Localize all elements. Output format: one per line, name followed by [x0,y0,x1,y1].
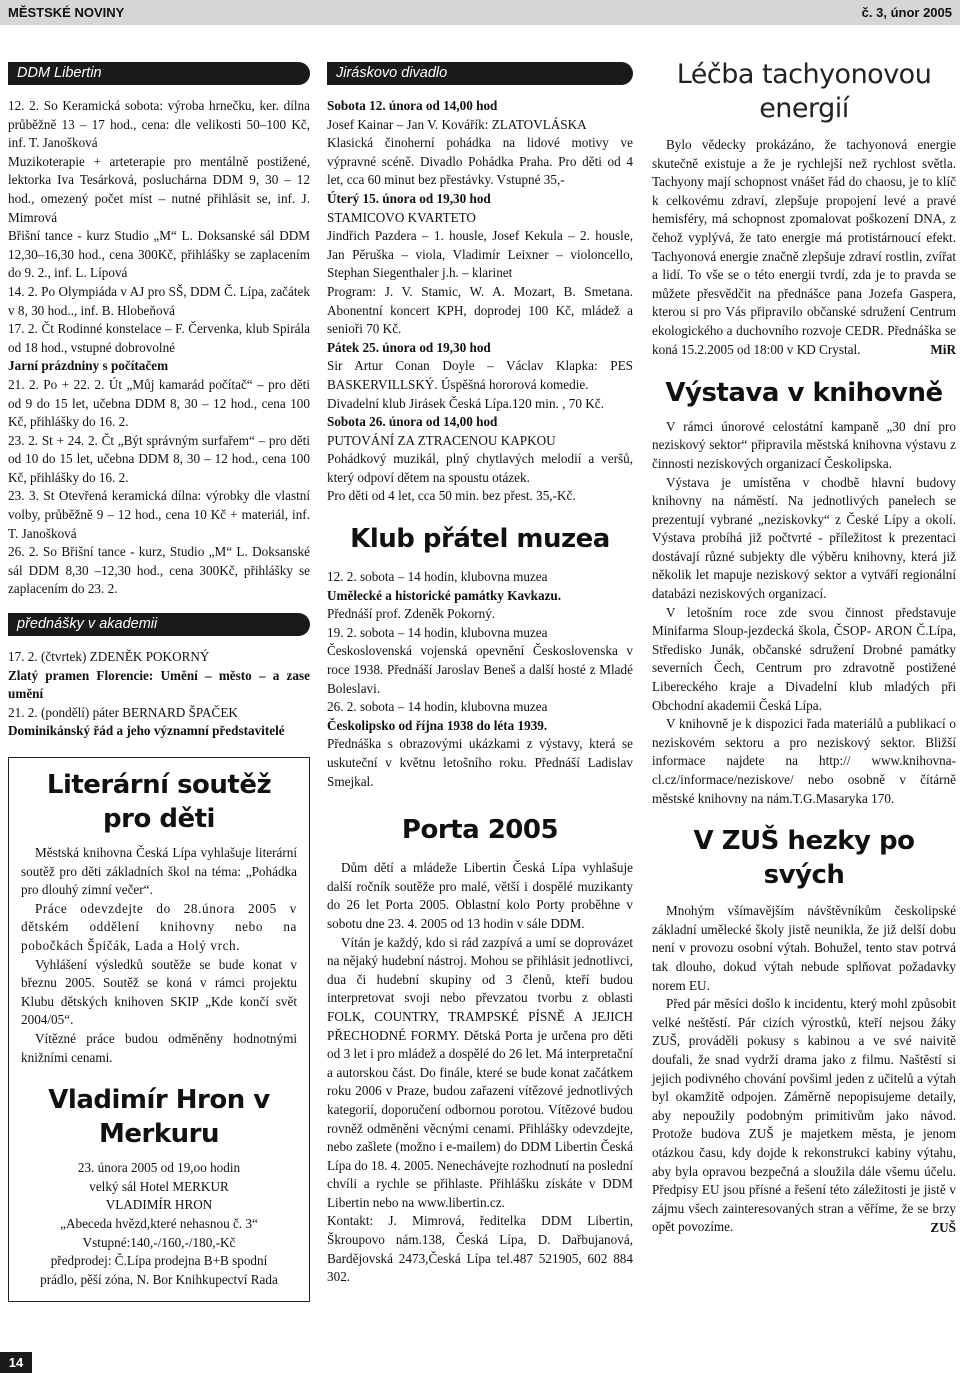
theatre-item: STAMICOVO KVARTETO [327,209,476,225]
museum-topic: Umělecké a historické památky Kavkazu. [327,587,562,603]
competition-title: Literární soutěž [46,770,272,800]
zus-signature: ZUŠ [930,1219,956,1235]
ddm-item: 21. 2. Po + 22. 2. Út „Můj kamarád počítač“ – pro děti od 9 do 15 let, učebna DDM 8, 30 – 12 hod., cena 100 Kč, přihlášky do 16. 2. [8,376,310,430]
lecture-item: 21. 2. (pondělí) páter BERNARD ŠPAČEK [8,704,238,720]
museum-topic: Československá vojenská opevnění Československa v roce 1938. Přednáší Jaroslav Beneš a další hosté z Mladé Boleslavi. [327,643,633,696]
hron-line: prádlo, pěší zóna, N. Bor Knihkupectví Rada [40,1271,278,1287]
section-bar-ddm: DDM Libertin [8,62,310,85]
ddm-item: 26. 2. So Břišní tance - kurz, Studio „M“ L. Doksanské sál DDM 8,30 –12,30 hod., cena 300Kč, přihlášky se zaplacením do 23. 2. [8,544,310,597]
library-para: Výstava je umístěna v chodbě hlavní budovy knihovny na náměstí. Na jednotlivých panelech se prezentují vybrané „neziskovky“ z České Lípy a okolí. Výstava probíhá již počtvrté - příležitost k prezentaci dostávají různé subjekty dle výběru knihovny, která již několik let mapuje neziskový sektor a vytváří regionální databázi neziskových organizací. [652,474,956,602]
theatre-date: Sobota 26. února od 14,00 hod [327,414,498,430]
competition-para: Městská knihovna Česká Lípa vyhlašuje literární soutěž pro děti základních škol na téma: „Pohádka pro dlouhý zimní večer“. [21,845,297,898]
hron-line: 23. února 2005 od 19,oo hodin [77,1160,241,1176]
column-middle [327,62,633,1287]
library-para: V letošním roce zde svou činnost představuje Minifarma Sloup-jezdecká škola, ČSOP- ARON Č.Lípa, Středisko Junák, občanské sdružení Drobné památky severních Čech, Centrum pro zdravotně postižené Libereckého kraje a Divadelní klub mladých při Obchodní akademii Česká Lípa. [652,604,956,713]
lecture-item: 17. 2. (čtvrtek) ZDENĚK POKORNÝ [8,649,210,665]
theatre-item: Divadelní klub Jirásek Česká Lípa.120 min. , 70 Kč. [327,395,604,411]
theatre-item: Pohádkový muzikál, plný chytlavých melodií a veršů, který odpoví dětem na spoustu otázek. [327,451,633,485]
hron-line: předprodej: Č.Lípa prodejna B+B spodní [50,1253,268,1269]
zus-title: V ZUŠ hezky po svých [693,826,915,891]
energy-para: Bylo vědecky prokázáno, že tachyonová energie skutečně existuje a že je rychlejší než rychlost světla. Tachyony mají schopnost vnášet řád do chaosu, je to klíč k celkovému zdraví, zlepšuje propojení levé a pravé hemisféry, má schopnost zpomalovat poškození DNA, z čehož vyplývá, že tato energie má protistárnoucí efekt. Tachyonová energie značně zlepšuje zdraví rostlin, zvířat a lidí. To vše se o této energii tvrdí, zda je to pravda se můžete přesvědčit na přednášce pana Jozefa Gaspera, kterou si pro Vás připravilo občanské sdružení Centrum ekologického a duchovního rozvoje CEDR. Přednáška se koná 15.2.2005 od 18:00 v KD Crystal. [652,137,956,357]
theatre-item: Sir Artur Conan Doyle – Václav Klapka: PES BASKERVILLSKÝ. Úspěšná hororová komedie. [327,358,633,392]
ddm-item: Muzikoterapie + arteterapie pro mentálně postižené, lektorka Iva Tesárková, posluchárna DDM 9, 30 – 12 hod., omezený počet míst – nutné přihlásit se, inf. J. Mimrová [8,153,310,225]
ddm-subheading: Jarní prázdniny s počítačem [8,358,169,374]
theatre-date: Úterý 15. února od 19,30 hod [327,190,491,206]
ddm-item: 17. 2. Čt Rodinné konstelace – F. Červenka, klub Spirála od 18 hod., vstupné dobrovolné [8,321,310,355]
hron-line: Vstupné:140,-/160,-/180,-Kč [82,1234,236,1250]
hron-title: Vladimír Hron v Merkuru [48,1085,270,1150]
column-right [652,58,956,1237]
page-header [0,0,960,25]
competition-title-2: pro děti [103,804,215,834]
theatre-date: Pátek 25. února od 19,30 hod [327,339,491,355]
theatre-item: Program: J. V. Stamic, W. A. Mozart, B. Smetana. Abonentní koncert KPH, doprodej 100 Kč, mládež a senioři 70 Kč. [327,283,633,337]
newspaper-title: MĚSTSKÉ NOVINY [8,5,125,20]
porta-para: Vítán je každý, kdo si rád zazpívá a umí se doprovázet na nějaký hudební nástroj. Mohou se přihlásit jednotlivci, dua či hudební skupiny od 3 členů, kteří budou interpretovat svoji nebo převzatou tvorbu z oblasti FOLK, COUNTRY, TRAMPSKÉ PÍSNĚ A JEJICH PŘECHODNÉ FORMY. Dětská Porta je určena pro děti od 3 let i pro mládež a dospělé do 26 let. Má interpretační a autorskou část. Do finále, které se bude konat začátkem roku 2006 v Praze, budou zařazeni vítězové jednotlivých kategorií, doporučení odbornou porotou. Vítězové budou rovněž odměněni věcnými cenami. Přihlášky odevzdejte, nebo zašlete (možno i e-mailem) do DDM Libertin Česká Lípa do 18. 4. 2005. Nenechávejte rozhodnutí na poslední chvíli a rychle se přihlaste. Přihlášku získáte v DDM Libertin nebo na www.libertin.cz. [327,934,633,1210]
porta-para: Dům dětí a mládeže Libertin Česká Lípa vyhlašuje další ročník soutěže pro malé, větší i dospělé muzikanty do 26 let Porta 2005. Oblastní kolo Porty proběhne v sobotu dne 23. 4. 2005 od 13 hodin v sále DDM. [327,860,633,931]
lecture-title: Zlatý pramen Florencie: Umění – město – a zase umění [8,667,310,702]
porta-contact: Kontakt: J. Mimrová, ředitelka DDM Libertin, Škroupovo nám.138, Česká Lípa, D. Dařbujanová, Bardějovská 2473,Česká Lípa tel.487 521905, 602 884 302. [327,1213,633,1285]
energy-title: Léčba tachyonovou energií [676,59,932,124]
museum-item: Přednáška s obrazovými ukázkami z výstavy, která se uskuteční v květnu letošního roku. Přednáší Ladislav Smejkal. [327,736,633,789]
zus-para: Mnohým všímavějším návštěvníkům českolipské základní umělecké školy jistě neunikla, že již delší dobu není v provozu osobní výtah. Bohužel, tento stav potrvá tak dlouho, dokud výtah nebude splňovat požadavky norem EU. [652,903,956,993]
section-bar-theatre: Jiráskovo divadlo [327,62,633,85]
hron-line: velký sál Hotel MERKUR [89,1178,229,1194]
library-para: V knihovně je k dispozici řada materiálů a publikací o neziskovém sektoru a pro neziskový sektor. Bližší informace najdete na http:// www.knihovna-cl.cz/informace/neziskove/ nebo osobně v čítárně městské knihovny na nám.T.G.Masaryka 170. [652,716,956,806]
ddm-item: 12. 2. So Keramická sobota: výroba hrnečku, ker. dílna průběžně 13 – 17 hod., cena: dle velikosti 50–100 Kč, inf. T. Janošková [8,98,310,151]
lecture-title: Dominikánský řád a jeho významní představitelé [8,723,285,739]
hron-line: VLADIMÍR HRON [105,1197,213,1213]
museum-item: 19. 2. sobota – 14 hodin, klubovna muzea [327,624,548,640]
energy-signature: MiR [930,342,956,358]
competition-para: Vítězné práce budou odměněny hodnotnými knižními cenami. [21,1030,297,1065]
museum-topic: Českolipsko od října 1938 do léta 1939. [327,717,548,733]
museum-item: 26. 2. sobota – 14 hodin, klubovna muzea [327,699,548,715]
ddm-item: 14. 2. Po Olympiáda v AJ pro SŠ, DDM Č. Lípa, začátek v 8, 30 hod.., inf. B. Hlobeňová [8,283,310,318]
competition-box [8,757,310,1302]
ddm-item: 23. 2. St + 24. 2. Čt „Být správným surfařem“ – pro děti od 10 do 15 let, učebna DDM 8, 30 – 12 hod., cena 100 Kč, přihlášky do 16. 2. [8,432,310,485]
library-para: V rámci únorové celostátní kampaně „30 dní pro neziskový sektor“ připravila městská knihovna výstavu z činnosti neziskových organizací Českolipska. [652,418,956,471]
theatre-item: Jindřich Pazdera – 1. housle, Josef Kekula – 2. housle, Jan Pěruška – viola, Vladimír Leixner – violoncello, Stephan Siegenthaler j.h. – klarinet [327,228,633,281]
column-left [8,62,310,1302]
porta-title: Porta 2005 [401,815,559,846]
museum-title: Klub přátel muzea [350,524,610,555]
section-bar-lectures: přednášky v akademii [8,613,310,636]
zus-para: Před pár měsíci došlo k incidentu, který mohl způsobit velké neštěstí. Pár cizích výrostků, kteří nejsou žáky ZUŠ, prováděli pokusy s kabinou a ve své naivitě doufali, že snad vydrží drama jako z filmu. Naštěstí si jejich podivného chování povšiml jeden z učitelů a výtah byl okamžitě odpojen. Záměrně nepopisujeme detaily, aby nepoužily podobným primitivům jako návod. Protože budova ZUŠ je majetkem města, je jenom otázkou času, kdy dojde k rekonstrukci kabiny výtahu, aby byla opravou bezpečná a sloužila dále všemu účelu. Předpisy EU jsou přísné a řešení této záležitosti je jistě v zájmu všech zainteresovaných stran a věříme, že se brzy opět povozíme. [652,996,956,1235]
museum-item: 12. 2. sobota – 14 hodin, klubovna muzea [327,569,548,585]
library-title: Výstava v knihovně [665,377,943,408]
theatre-item: Josef Kainar – Jan V. Kovářík: ZLATOVLÁSKA [327,116,587,132]
competition-para: Práce odevzdejte do 28.února 2005 v dětském oddělení knihovny nebo na pobočkách Špičák, Lada a Holý vrch. [21,900,297,953]
ddm-item: 23. 3. St Otevřená keramická dílna: výrobky dle vlastní volby, průběžně 9 – 12 hod., cena 10 Kč + materiál, inf. T. Janošková [8,488,310,541]
theatre-item: Pro děti od 4 let, cca 50 min. bez přest. 35,-Kč. [327,488,576,504]
competition-para: Vyhlášení výsledků soutěže se bude konat v březnu 2005. Soutěž se koná v rámci projektu Klubu dětských knihoven SKIP „Kde končí svět 2004/05“. [21,956,297,1028]
page-number: 14 [0,1352,32,1373]
theatre-item: PUTOVÁNÍ ZA ZTRACENOU KAPKOU [327,432,556,448]
theatre-date: Sobota 12. února od 14,00 hod [327,98,498,113]
museum-item: Přednáší prof. Zdeněk Pokorný. [327,606,496,622]
issue-info: č. 3, únor 2005 [861,5,952,20]
theatre-item: Klasická činoherní pohádka na lidové motivy ve výpravné scéně. Divadlo Pohádka Praha. Pro děti od 4 let, cca 60 minut bez přestávky. Vstupné 35,- [327,135,633,188]
ddm-item: Břišní tance - kurz Studio „M“ L. Doksanské sál DDM 12,30–16,30 hod., cena 300Kč, přihlášky se zaplacením do 9. 2., inf. L. Lípová [8,228,310,281]
hron-line: „Abeceda hvězd,které nehasnou č. 3“ [60,1215,258,1231]
